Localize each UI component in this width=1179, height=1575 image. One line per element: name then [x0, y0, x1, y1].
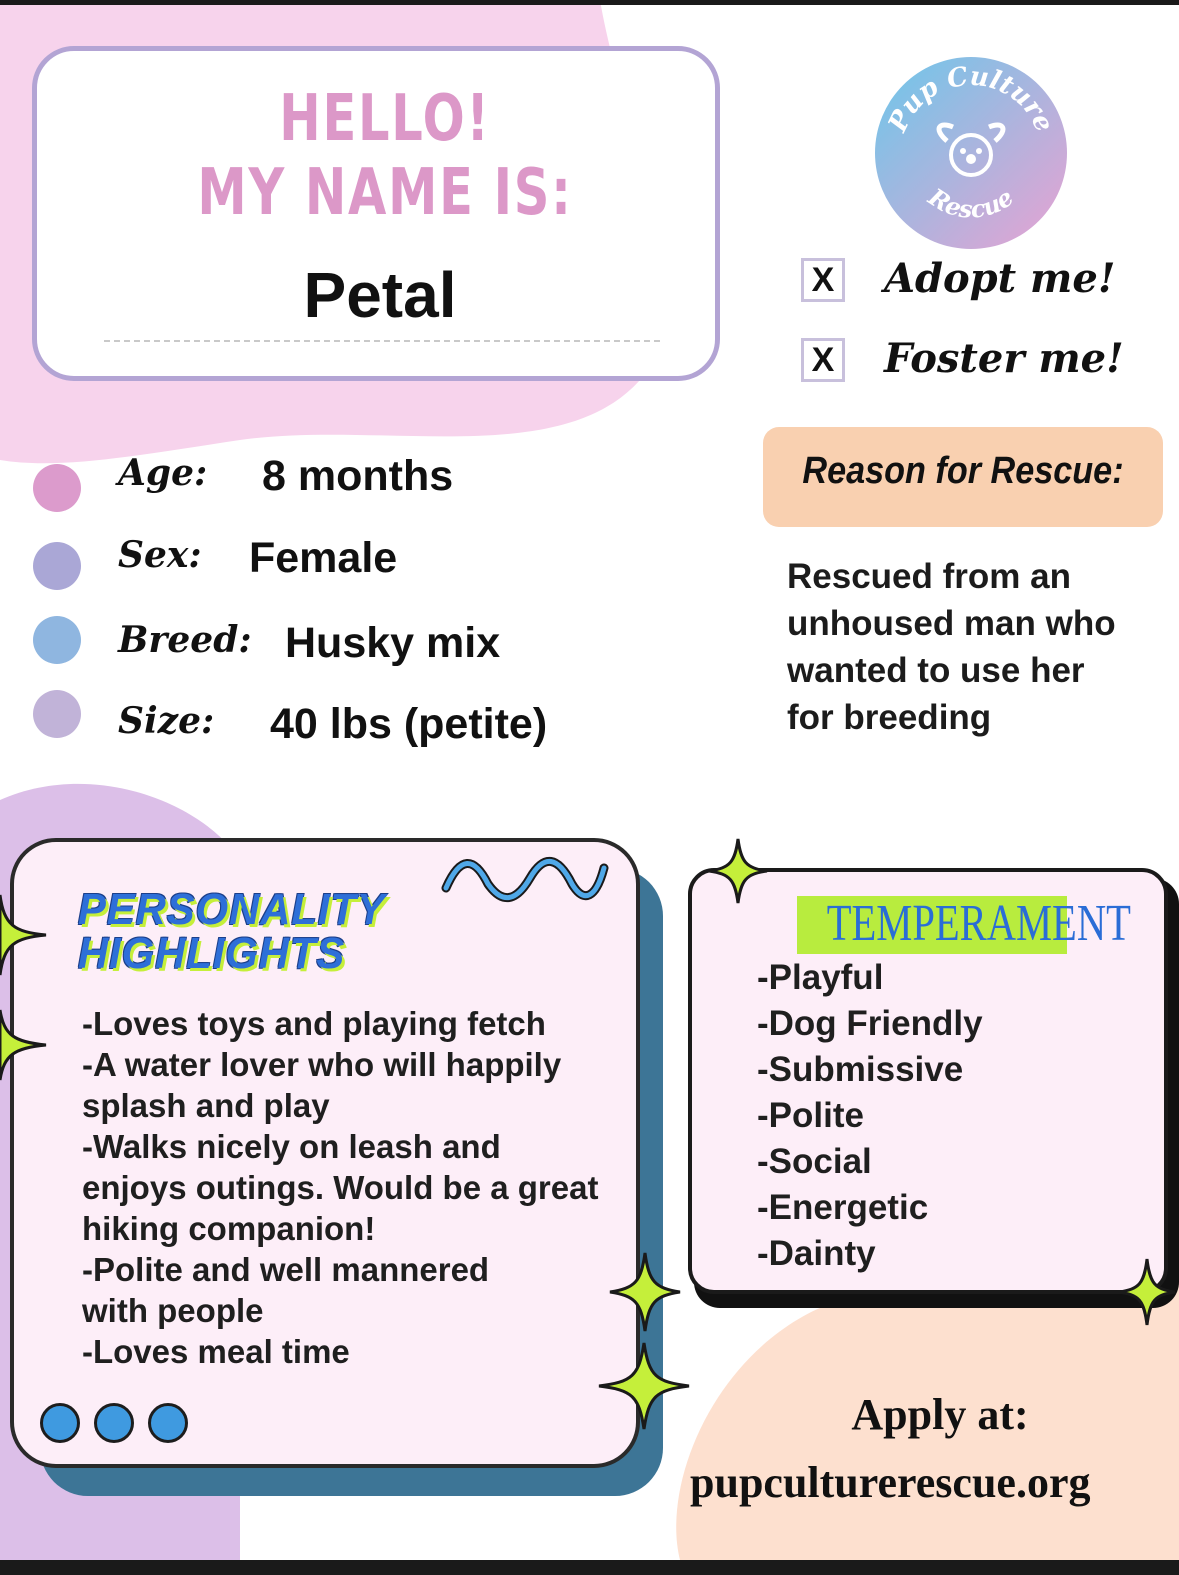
- reason-title: Reason for Rescue:: [802, 450, 1124, 492]
- adopt-checkbox[interactable]: X: [801, 258, 845, 302]
- reason-line: wanted to use her: [787, 651, 1085, 690]
- hello-heading: HELLO!: [279, 82, 491, 156]
- carousel-dot: [148, 1403, 188, 1443]
- size-dot: [33, 690, 81, 738]
- reason-line: unhoused man who: [787, 604, 1116, 643]
- my-name-is-heading: MY NAME IS:: [197, 156, 573, 230]
- sparkle-icon: [1116, 1256, 1178, 1328]
- temperament-item: -Social: [757, 1142, 872, 1181]
- svg-text:Rescue: Rescue: [923, 182, 1019, 224]
- sex-label: Sex:: [118, 534, 202, 576]
- personality-line: with people: [82, 1292, 264, 1329]
- personality-line: -Walks nicely on leash and: [82, 1128, 501, 1165]
- sparkle-icon: [0, 890, 50, 980]
- temperament-item: -Submissive: [757, 1050, 964, 1089]
- temperament-title: TEMPERAMENT: [826, 895, 1131, 952]
- personality-line: -Polite and well mannered: [82, 1251, 490, 1288]
- squiggle-icon: [440, 854, 610, 904]
- sex-dot: [33, 542, 81, 590]
- reason-line: for breeding: [787, 698, 992, 737]
- personality-line: -A water lover who will happily: [82, 1046, 562, 1083]
- adopt-label: Adopt me!: [884, 255, 1116, 302]
- temperament-item: -Dainty: [757, 1234, 876, 1273]
- foster-checkbox[interactable]: X: [801, 338, 845, 382]
- age-dot: [33, 464, 81, 512]
- sparkle-icon: [596, 1340, 692, 1432]
- apply-label: Apply at:: [851, 1390, 1029, 1439]
- personality-line: hiking companion!: [82, 1210, 376, 1247]
- reason-line: Rescued from an: [787, 557, 1071, 596]
- age-value: 8 months: [262, 452, 454, 500]
- carousel-dot: [40, 1403, 80, 1443]
- reason-text: [787, 553, 1167, 741]
- svg-text:Pup Culture: Pup Culture: [882, 61, 1060, 137]
- pup-culture-rescue-logo: [873, 55, 1069, 251]
- temperament-item: -Energetic: [757, 1188, 929, 1227]
- breed-label: Breed:: [118, 619, 252, 661]
- personality-title: PERSONALITY: [78, 885, 386, 934]
- personality-line: splash and play: [82, 1087, 330, 1124]
- pet-name: Petal: [303, 259, 457, 331]
- size-label: Size:: [118, 700, 215, 742]
- sex-value: Female: [249, 534, 398, 582]
- temperament-item: -Polite: [757, 1096, 864, 1135]
- sparkle-icon: [0, 1005, 50, 1085]
- sparkle-icon: [706, 836, 770, 906]
- foster-label: Foster me!: [884, 335, 1124, 382]
- breed-value: Husky mix: [285, 619, 501, 667]
- apply-url[interactable]: pupculturerescue.org: [690, 1458, 1091, 1507]
- temperament-item: -Playful: [757, 958, 884, 997]
- personality-line: -Loves meal time: [82, 1333, 350, 1370]
- top-border: [0, 0, 1179, 5]
- personality-line: enjoys outings. Would be a great: [82, 1169, 599, 1206]
- temperament-item: -Dog Friendly: [757, 1004, 983, 1043]
- sparkle-icon: [607, 1250, 683, 1334]
- name-underline: [104, 340, 660, 342]
- breed-dot: [33, 616, 81, 664]
- personality-line: -Loves toys and playing fetch: [82, 1005, 546, 1042]
- personality-title-line2: HIGHLIGHTS: [78, 929, 346, 978]
- bottom-border: [0, 1560, 1179, 1575]
- size-value: 40 lbs (petite): [270, 700, 548, 748]
- age-label: Age:: [118, 452, 208, 494]
- carousel-dot: [94, 1403, 134, 1443]
